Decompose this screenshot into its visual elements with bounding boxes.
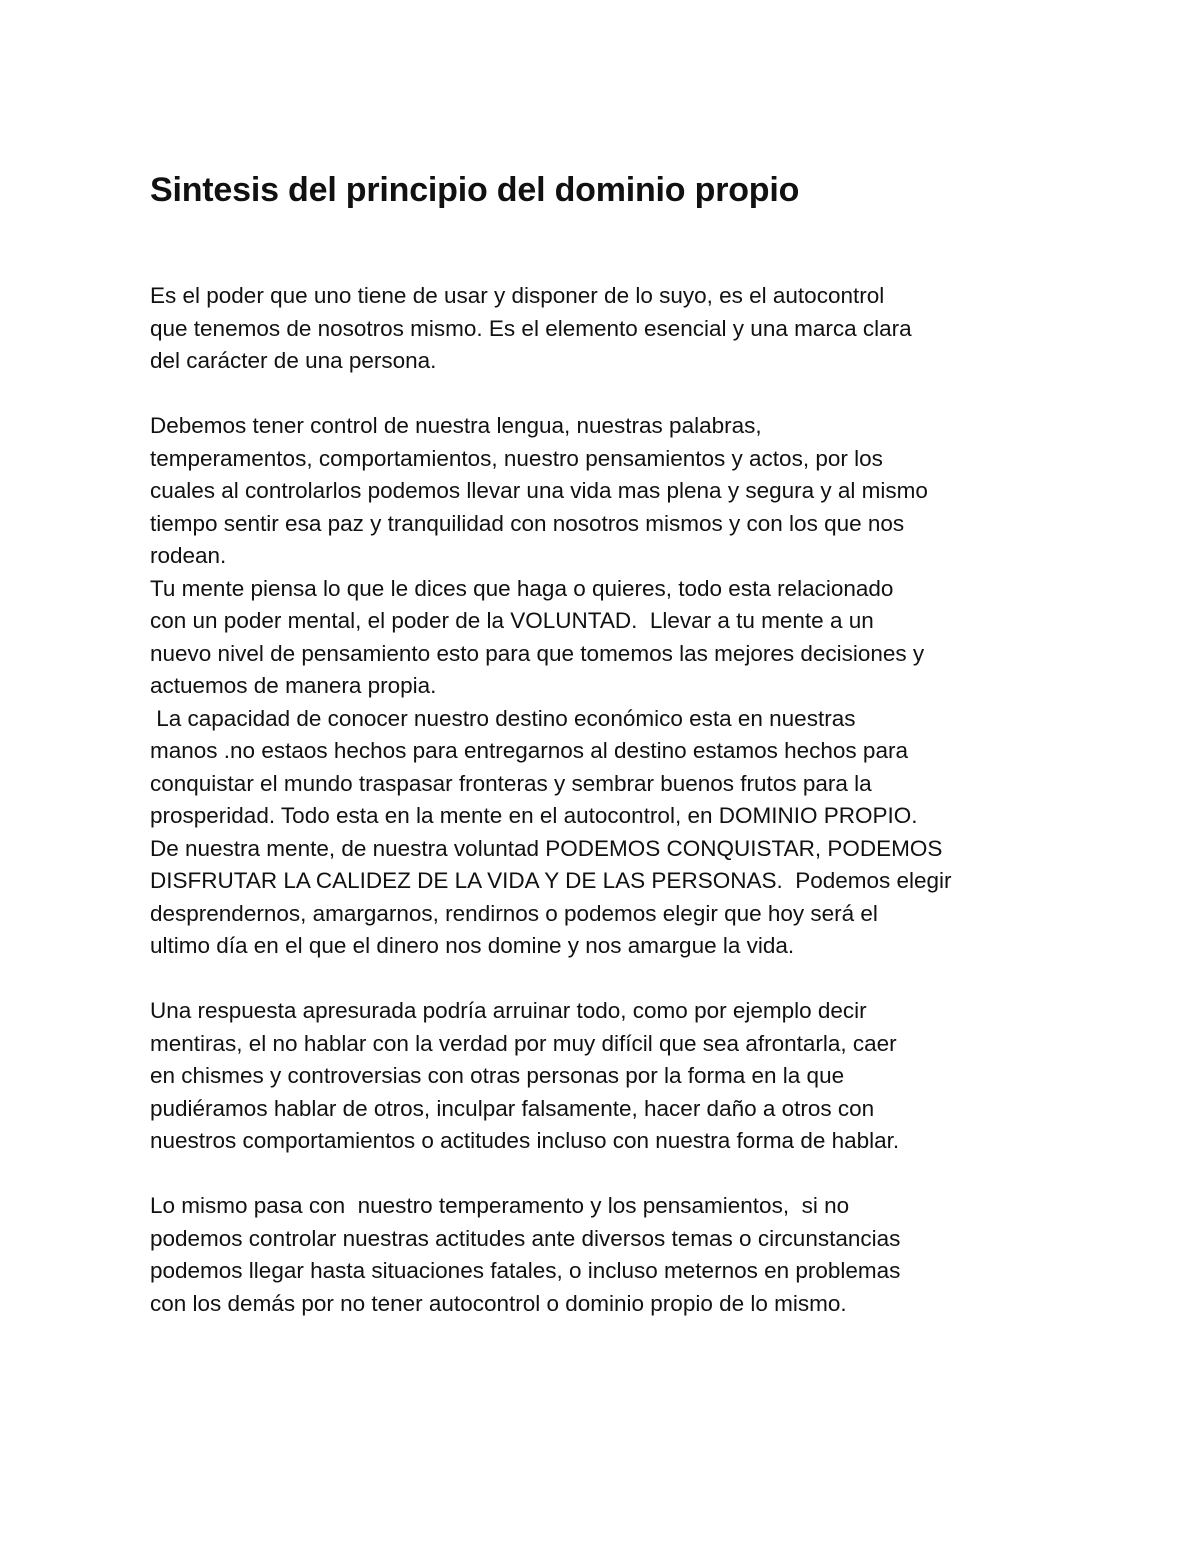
text-line: cuales al controlarlos podemos llevar una vida mas plena y segura y al mismo [150, 478, 928, 503]
text-line: tiempo sentir esa paz y tranquilidad con nosotros mismos y con los que nos [150, 510, 905, 536]
text-line: mentiras, el no hablar con la verdad por muy difícil que sea afrontarla, caer [150, 1030, 897, 1056]
paragraph-1 [150, 280, 1080, 378]
text-line: nuestros comportamientos o actitudes incluso con nuestra forma de hablar. [150, 1128, 900, 1153]
text-line: La capacidad de conocer nuestro destino económico esta en nuestras [150, 705, 856, 731]
text-line: conquistar el mundo traspasar fronteras y sembrar buenos frutos para la [150, 770, 872, 796]
text-line: temperamentos, comportamientos, nuestro pensamientos y actos, por los [150, 445, 883, 471]
text-line: ultimo día en el que el dinero nos domine y nos amargue la vida. [150, 933, 795, 958]
text-line: prosperidad. Todo esta en la mente en el autocontrol, en DOMINIO PROPIO. [150, 803, 918, 828]
text-line: podemos controlar nuestras actitudes ante diversos temas o circunstancias [150, 1225, 901, 1251]
text-line: De nuestra mente, de nuestra voluntad PODEMOS CONQUISTAR, PODEMOS [150, 835, 943, 861]
text-line: que tenemos de nosotros mismo. Es el elemento esencial y una marca clara [150, 315, 912, 341]
paragraph-spacer [150, 1158, 1080, 1191]
text-line: pudiéramos hablar de otros, inculpar falsamente, hacer daño a otros con [150, 1095, 875, 1121]
text-line: Una respuesta apresurada podría arruinar todo, como por ejemplo decir [150, 998, 867, 1023]
text-line: Lo mismo pasa con nuestro temperamento y los pensamientos, si no [150, 1193, 850, 1218]
document-body [150, 280, 1080, 1320]
text-line: con un poder mental, el poder de la VOLUNTAD. Llevar a tu mente a un [150, 608, 874, 633]
paragraph-2 [150, 410, 1080, 963]
paragraph-3 [150, 995, 1080, 1158]
document-title: Sintesis del principio del dominio propio [150, 171, 800, 209]
text-line: en chismes y controversias con otras personas por la forma en la que [150, 1063, 845, 1088]
text-line: desprendernos, amargarnos, rendirnos o podemos elegir que hoy será el [150, 900, 878, 926]
text-line: rodean. [150, 543, 227, 568]
paragraph-spacer [150, 378, 1080, 411]
text-line: podemos llegar hasta situaciones fatales, o incluso meternos en problemas [150, 1258, 901, 1283]
text-line: Debemos tener control de nuestra lengua, nuestras palabras, [150, 413, 762, 438]
text-line: Es el poder que uno tiene de usar y disponer de lo suyo, es el autocontrol [150, 283, 885, 308]
text-line: del carácter de una persona. [150, 348, 437, 373]
text-line: nuevo nivel de pensamiento esto para que tomemos las mejores decisiones y [150, 640, 925, 666]
paragraph-spacer [150, 963, 1080, 996]
text-line: actuemos de manera propia. [150, 673, 437, 698]
text-line: Tu mente piensa lo que le dices que haga o quieres, todo esta relacionado [150, 575, 894, 601]
paragraph-4 [150, 1190, 1080, 1320]
text-line: con los demás por no tener autocontrol o dominio propio de lo mismo. [150, 1290, 847, 1316]
text-line: manos .no estaos hechos para entregarnos al destino estamos hechos para [150, 738, 908, 763]
text-line: DISFRUTAR LA CALIDEZ DE LA VIDA Y DE LAS PERSONAS. Podemos elegir [150, 868, 952, 893]
